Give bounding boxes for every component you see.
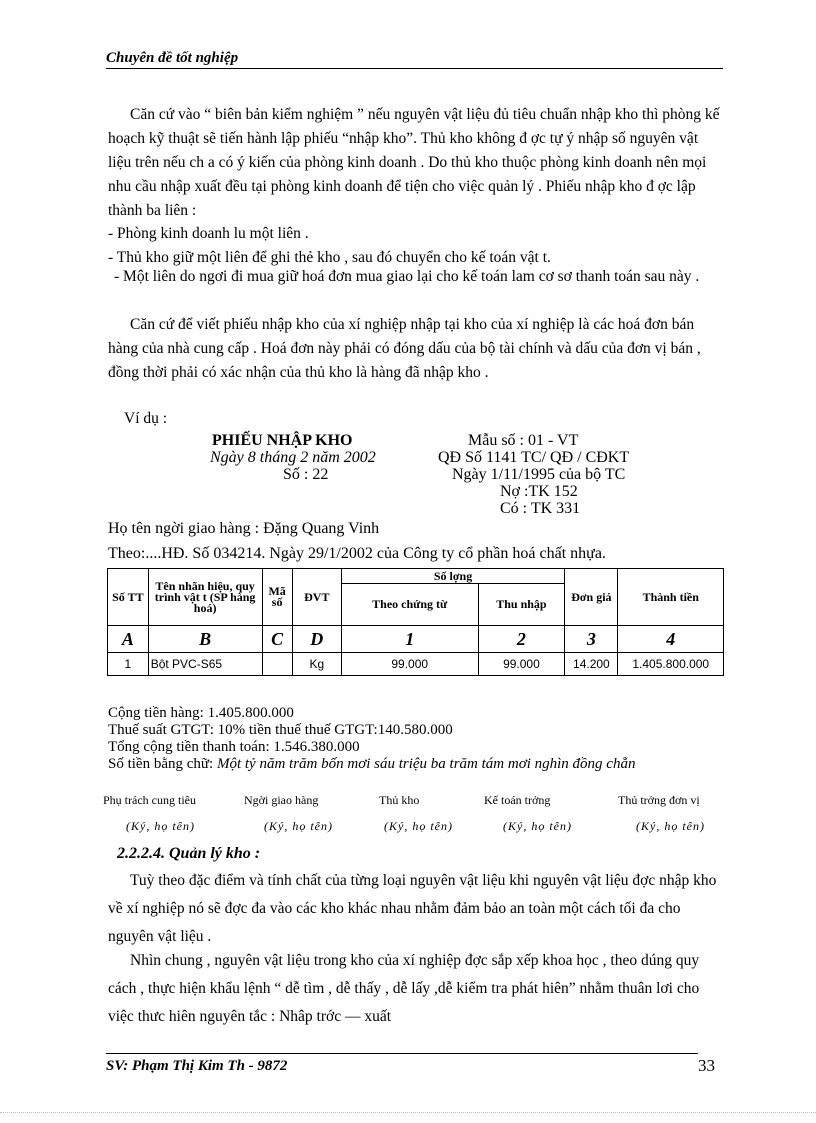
cell-no: 1 (108, 653, 149, 676)
code-cell: B (148, 626, 262, 653)
col-quantity: Số lợng (341, 569, 564, 584)
page-number: 33 (698, 1056, 715, 1075)
code-cell: 1 (341, 626, 478, 653)
decision-number: QĐ Số 1141 TC/ QĐ / CĐKT (438, 449, 630, 466)
col-per-document: Theo chứng từ (341, 584, 478, 626)
receipt-number: Số : 22 (283, 466, 329, 483)
bullet-line-3: - Một liên do ngơi đi mua giữ hoá đơn mua giao lại cho kế toán lam cơ sơ thanh toán sau này . (114, 268, 700, 285)
cell-code (262, 653, 292, 676)
cell-recv-qty: 99.000 (478, 653, 565, 676)
header-rule (106, 68, 723, 69)
page-edge-divider (0, 1112, 816, 1113)
signature-note: (Ký, họ tên) (503, 819, 572, 833)
col-code: Mã số (262, 569, 292, 626)
signature-note: (Ký, họ tên) (126, 819, 195, 833)
summary-vat: Thuế suất GTGT: 10% tiền thuế thuế GTGT:140.580.000 (108, 722, 453, 738)
code-cell: A (108, 626, 149, 653)
signature-role-chief-accountant: Kế toán trởng (484, 793, 551, 807)
signature-note: (Ký, họ tên) (636, 819, 705, 833)
cell-name: Bột PVC-S65 (148, 653, 262, 676)
summary-grand-total: Tổng cộng tiền thanh toán: 1.546.380.000 (108, 739, 360, 755)
paragraph-intro: Căn cứ vào “ biên bản kiểm nghiệm ” nếu nguyên vật liệu đủ tiêu chuẩn nhập kho thì phòng kế hoạch kỹ thuật sẽ tiến hành lập phiếu “nhập kho”. Thủ kho không đ ợc tự ý nhập số nguyên vật liệu trên nếu ch a có ý kiến của phòng kinh doanh . Do thủ kho thuộc phòng kinh doanh nên mọi nhu cầu nhập xuất đều tại phòng kinh doanh để tiện cho việc quản lý . Phiếu nhập kho đ ợc lập thành ba liên : (108, 106, 720, 219)
paragraph-basis: Căn cứ để viết phiếu nhập kho của xí nghiệp nhập tại kho của xí nghiệp là các hoá đơn bán hàng của nhà cung cấp . Hoá đơn này phải có đóng dấu của bộ tài chính và dấu của đơn vị bán , đồng thời phải có xác nhận của thủ kho là hàng đã nhập kho . (108, 316, 701, 381)
cell-doc-qty: 99.000 (341, 653, 478, 676)
cell-amount: 1.405.800.000 (618, 653, 724, 676)
signature-role-deliverer: Ngời giao hàng (244, 793, 319, 807)
col-no: Số TT (108, 569, 149, 626)
debit-account: Nợ :TK 152 (500, 483, 578, 500)
section-heading: 2.2.2.4. Quản lý kho : (117, 845, 261, 862)
code-cell: C (262, 626, 292, 653)
table-code-row (108, 626, 724, 653)
col-amount: Thành tiền (618, 569, 724, 626)
running-header: Chuyên đề tốt nghiệp (106, 50, 239, 66)
table-row (108, 653, 724, 676)
receipt-date: Ngày 8 tháng 2 năm 2002 (210, 449, 376, 466)
col-price: Đơn giá (565, 569, 618, 626)
credit-account: Có : TK 331 (500, 500, 581, 517)
bullet-line-2: - Thủ kho giữ một liên để ghi thẻ kho , sau đó chuyển cho kế toán vật t. (108, 249, 551, 266)
code-cell: 3 (565, 626, 618, 653)
code-cell: 2 (478, 626, 565, 653)
cell-price: 14.200 (565, 653, 618, 676)
decision-date: Ngày 1/11/1995 của bộ TC (452, 466, 626, 483)
col-received: Thu nhập (478, 584, 565, 626)
deliverer-line: Họ tên ngời giao hàng : Đặng Quang Vinh (108, 520, 380, 537)
footer-rule (106, 1053, 698, 1054)
footer-author: SV: Phạm Thị Kim Th - 9872 (106, 1058, 288, 1074)
summary-goods-total: Cộng tiền hàng: 1.405.800.000 (108, 705, 294, 721)
paragraph-storage: Tuỳ theo đặc điểm và tính chất của từng loại nguyên vật liệu khi nguyên vật liệu đợc nhập kho về xí nghiệp nó sẽ đợc đa vào các kho khác nhau nhằm đảm bảo an toàn một cách tối đa cho nguyên vật liệu . (108, 872, 717, 945)
signature-note: (Ký, họ tên) (384, 819, 453, 833)
col-name: Tên nhãn hiệu, quy trình vật t (SP hàng hoá) (148, 569, 262, 626)
signature-role-director: Thủ trởng đơn vị (618, 793, 700, 807)
col-unit: ĐVT (292, 569, 341, 626)
in-words-label: Số tiền bằng chữ: (108, 756, 217, 772)
signature-note: (Ký, họ tên) (264, 819, 333, 833)
reference-line: Theo:....HĐ. Số 034214. Ngày 29/1/2002 của Công ty cổ phần hoá chất nhựa. (108, 545, 606, 562)
example-label: Ví dụ : (124, 410, 168, 427)
signature-role-storekeeper: Thủ kho (379, 793, 420, 807)
receipt-table (107, 568, 724, 676)
in-words-value: Một tỷ năm trăm bốn mơi sáu triệu ba trăm tám mơi nghìn đồng chẵn (216, 756, 636, 772)
bullet-line-1: - Phòng kinh doanh lu một liên . (108, 225, 309, 242)
receipt-title: PHIẾU NHẬP KHO (212, 432, 353, 449)
form-number: Mẫu số : 01 - VT (468, 432, 579, 449)
code-cell: 4 (618, 626, 724, 653)
paragraph-arrangement: Nhìn chung , nguyên vật liệu trong kho của xí nghiệp đợc sắp xếp khoa học , theo dúng quy cách , thực hiện khẩu lệnh “ dễ tìm , dễ thấy , dễ lấy ,dễ kiểm tra phát hiên” nhằm thuân lơi cho việc thưc hiên nguyên tắc : Nhâp trớc — xuất (108, 952, 700, 1025)
summary-in-words (108, 756, 724, 773)
signature-role-supply: Phụ trách cung tiêu (103, 793, 196, 807)
code-cell: D (292, 626, 341, 653)
cell-unit: Kg (292, 653, 341, 676)
